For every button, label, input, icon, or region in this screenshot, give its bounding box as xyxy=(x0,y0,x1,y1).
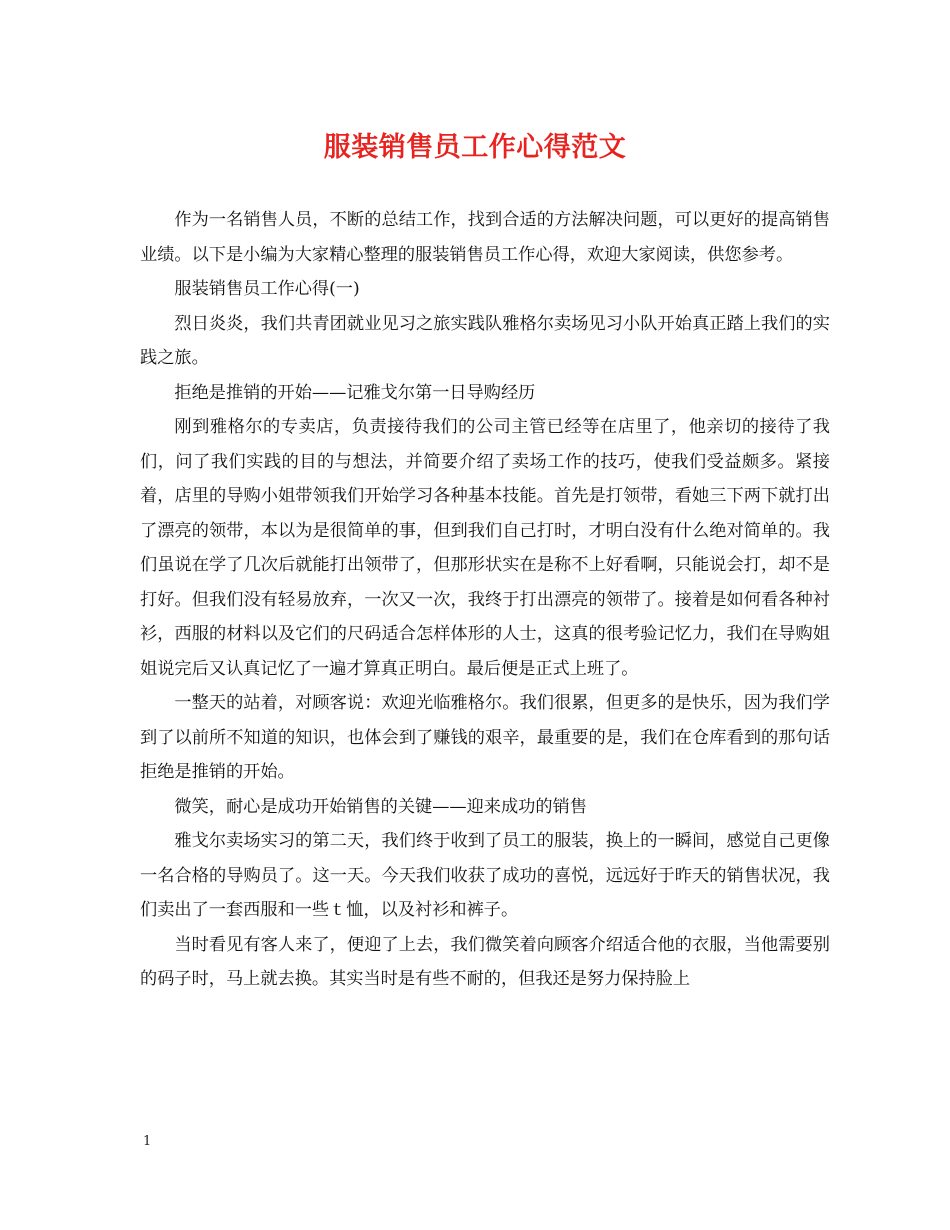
paragraph: 雅戈尔卖场实习的第二天，我们终于收到了员工的服装，换上的一瞬间，感觉自己更像一名合格的导购员了。这一天。今天我们收获了成功的喜悦，远远好于昨天的销售状况，我们卖出了一套西服和一些ｔ恤，以及衬衫和裤子。 xyxy=(140,831,830,920)
document-title: 服装销售员工作心得范文 xyxy=(323,132,627,163)
paragraph: 烈日炎炎，我们共青团就业见习之旅实践队雅格尔卖场见习小队开始真正踏上我们的实践之旅。 xyxy=(140,313,830,368)
subheading: 拒绝是推销的开始——记雅戈尔第一日导购经历 xyxy=(174,382,536,403)
paragraph: 刚到雅格尔的专卖店，负责接待我们的公司主管已经等在店里了，他亲切的接待了我们，问了我们实践的目的与想法，并简要介绍了卖场工作的技巧，使我们受益颇多。紧接着，店里的导购小姐带领我们开始学习各种基本技能。首先是打领带，看她三下两下就打出了漂亮的领带，本以为是很简单的事，但到我们自己打时，才明白没有什么绝对简单的。我们虽说在学了几次后就能打出领带了，但那形状实在是称不上好看啊，只能说会打，却不是打好。但我们没有轻易放弃，一次又一次，我终于打出漂亮的领带了。接着是如何看各种衬衫，西服的材料以及它们的尺码适合怎样体形的人士，这真的很考验记忆力，我们在导购姐姐说完后又认真记忆了一遍才算真正明白。最后便是正式上班了。 xyxy=(140,417,830,679)
paragraph-intro: 作为一名销售人员，不断的总结工作，找到合适的方法解决问题，可以更好的提高销售业绩。以下是小编为大家精心整理的服装销售员工作心得，欢迎大家阅读，供您参考。 xyxy=(140,210,830,265)
paragraph: 一整天的站着，对顾客说：欢迎光临雅格尔。我们很累，但更多的是快乐，因为我们学到了以前所不知道的知识，也体会到了赚钱的艰辛，最重要的是，我们在仓库看到的那句话拒绝是推销的开始。 xyxy=(140,693,830,782)
subheading: 微笑，耐心是成功开始销售的关键——迎来成功的销售 xyxy=(174,796,587,817)
section-heading-1: 服装销售员工作心得(一) xyxy=(174,279,360,299)
page-number: 1 xyxy=(143,1134,152,1149)
document-body xyxy=(140,203,830,997)
paragraph: 当时看见有客人来了，便迎了上去，我们微笑着向顾客介绍适合他的衣服，当他需要别的码子时，马上就去换。其实当时是有些不耐的，但我还是努力保持脸上 xyxy=(140,934,830,989)
